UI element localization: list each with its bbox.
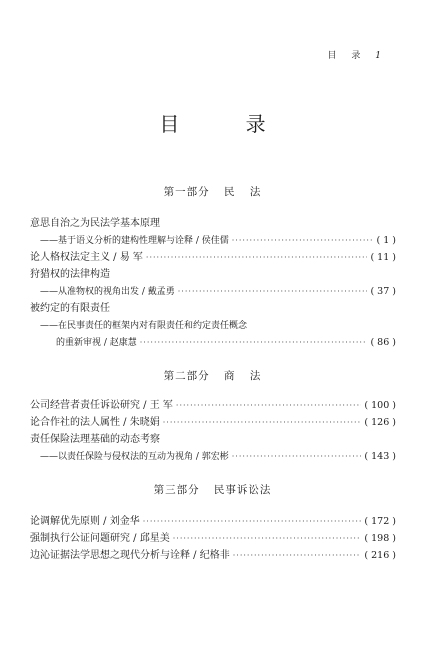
dot-leader xyxy=(232,233,374,249)
dot-leader xyxy=(178,284,368,300)
toc-entry[interactable] xyxy=(40,233,396,249)
entry-page-number: ( 216 ) xyxy=(364,550,396,561)
toc-entry[interactable] xyxy=(30,267,396,283)
running-head-label: 目 录 xyxy=(327,51,367,61)
entry-page-number: ( 126 ) xyxy=(364,417,396,428)
entry-subtitle: ——从准物权的视角出发 / 戴孟勇 xyxy=(40,287,175,297)
entry-title: 强制执行公证问题研究 / 邱星美 xyxy=(30,533,170,544)
entry-title: 论合作社的法人属性 / 朱晓娟 xyxy=(30,417,160,428)
entry-title: 论调解优先原则 / 刘金华 xyxy=(30,516,140,527)
toc-entry[interactable] xyxy=(30,415,396,431)
toc-entry[interactable] xyxy=(40,284,396,300)
entry-page-number: ( 1 ) xyxy=(376,235,396,246)
entry-title: 责任保险法理基础的动态考察 xyxy=(30,434,160,445)
entry-subtitle: ——在民事责任的框架内对有限责任和约定责任概念 xyxy=(40,321,248,331)
running-head xyxy=(328,48,381,61)
entry-title: 论人格权法定主义 / 易 军 xyxy=(30,252,143,263)
entry-page-number: ( 86 ) xyxy=(370,337,396,348)
dot-leader xyxy=(140,335,368,351)
section-heading-civil-procedure: 第三部分 民事诉讼法 xyxy=(153,484,272,496)
dot-leader xyxy=(232,449,362,465)
entry-page-number: ( 198 ) xyxy=(364,533,396,544)
toc-entry[interactable] xyxy=(30,548,396,564)
dot-leader xyxy=(173,531,362,547)
section-heading-civil-law: 第一部分 民 法 xyxy=(163,186,262,198)
toc-entry[interactable] xyxy=(30,301,396,317)
entry-subtitle: ——基于语义分析的建构性理解与诠释 / 侯佳儒 xyxy=(40,236,229,246)
entry-title: 意思自治之为民法学基本原理 xyxy=(30,218,160,229)
toc-entry[interactable] xyxy=(30,216,396,232)
toc-title: 目 录 xyxy=(159,112,296,136)
dot-leader xyxy=(163,415,362,431)
entry-title: 狩猎权的法律构造 xyxy=(30,269,110,280)
entry-title: 公司经营者责任诉讼研究 / 王 军 xyxy=(30,400,173,411)
entry-title: 被约定的有限责任 xyxy=(30,303,110,314)
section-heading-commercial-law: 第二部分 商 法 xyxy=(163,370,262,382)
dot-leader xyxy=(176,398,362,414)
entry-title: 边沁证据法学思想之现代分析与诠释 / 纪格非 xyxy=(30,550,230,561)
dot-leader xyxy=(233,548,362,564)
running-head-page-number: 1 xyxy=(375,51,381,61)
entry-page-number: ( 37 ) xyxy=(370,286,396,297)
dot-leader xyxy=(143,514,362,530)
entry-page-number: ( 143 ) xyxy=(364,451,396,462)
entry-subtitle: 的重新审视 / 赵康慧 xyxy=(56,338,137,348)
toc-entry[interactable] xyxy=(30,514,396,530)
toc-entry[interactable] xyxy=(30,250,396,266)
toc-entry[interactable] xyxy=(56,335,396,351)
toc-entry[interactable] xyxy=(30,531,396,547)
entry-page-number: ( 100 ) xyxy=(364,400,396,411)
entry-subtitle: ——以责任保险与侵权法的互动为视角 / 郭宏彬 xyxy=(40,452,229,462)
dot-leader xyxy=(146,250,368,266)
entry-page-number: ( 11 ) xyxy=(370,252,396,263)
toc-entry[interactable] xyxy=(30,432,396,448)
toc-entry[interactable] xyxy=(30,398,396,414)
entry-page-number: ( 172 ) xyxy=(364,516,396,527)
toc-entry[interactable] xyxy=(40,318,396,334)
toc-entry[interactable] xyxy=(40,449,396,465)
